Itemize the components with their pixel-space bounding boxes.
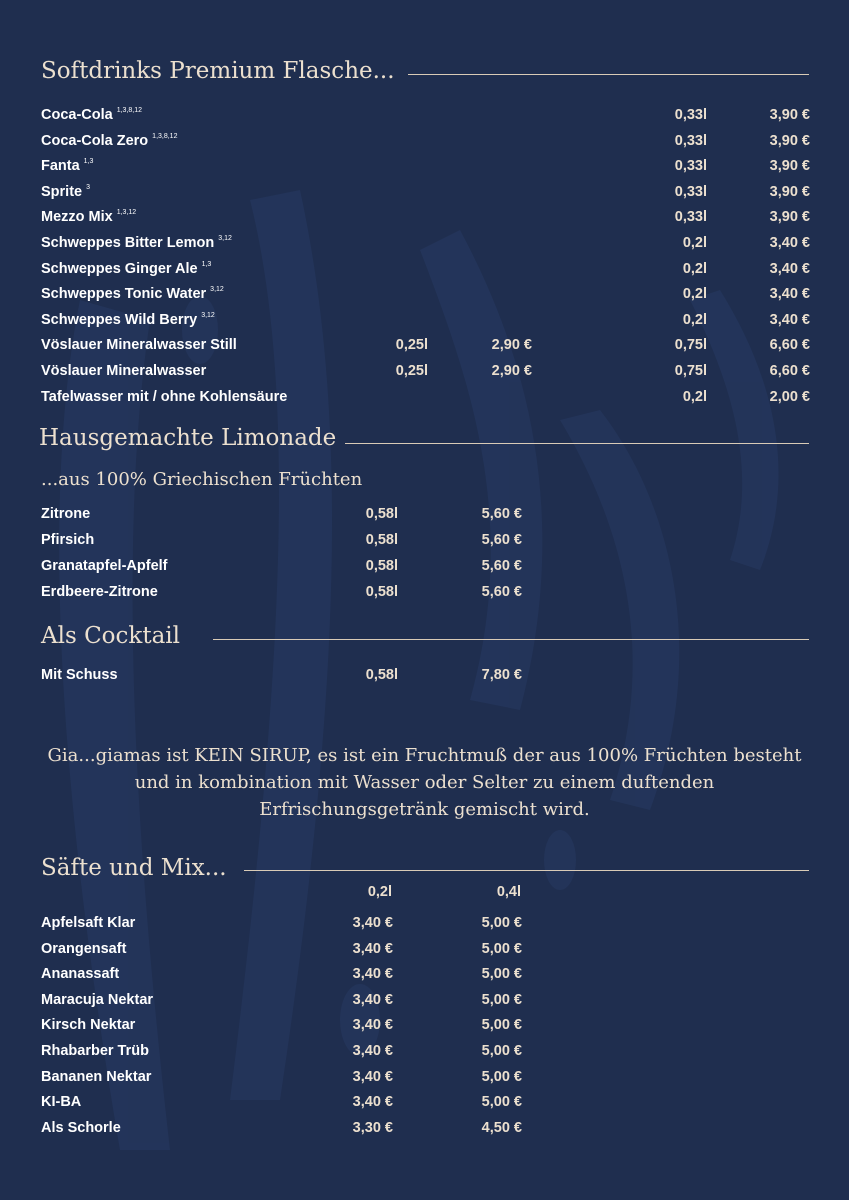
menu-item — [0, 261, 849, 286]
menu-item — [0, 184, 849, 209]
item-name-text: Zitrone — [41, 506, 91, 522]
menu-item — [0, 941, 849, 966]
volume: 0,58l — [365, 506, 398, 522]
price-small: 3,40 € — [352, 991, 393, 1008]
price-large: 3,40 € — [769, 235, 810, 251]
additive-footnote: 3,12 — [201, 311, 215, 319]
volume-large: 0,2l — [682, 260, 707, 277]
price-large: 2,00 € — [769, 388, 810, 405]
item-name — [41, 158, 93, 174]
item-name-text: Schweppes Tonic Water — [41, 286, 207, 303]
menu-item — [0, 133, 849, 158]
menu-item — [0, 1094, 849, 1119]
volume-small: 0,25l — [395, 337, 428, 354]
price-small: 3,40 € — [352, 1068, 393, 1085]
menu-item — [0, 667, 849, 692]
item-name — [41, 532, 94, 548]
menu-item — [0, 158, 849, 183]
price-large: 5,00 € — [481, 1043, 522, 1059]
item-name-text: Pfirsich — [41, 532, 95, 548]
volume-large: 0,33l — [674, 183, 707, 200]
price-large: 5,00 € — [481, 915, 522, 931]
volume-small: 0,25l — [395, 363, 428, 379]
item-name — [41, 261, 211, 277]
price-large: 3,90 € — [769, 158, 810, 175]
price-large: 3,40 € — [769, 286, 810, 303]
section-title-limonade: Hausgemachte Limonade — [39, 425, 337, 451]
price-small: 2,90 € — [491, 337, 532, 354]
section-title-saefte: Säfte und Mix... — [41, 855, 227, 881]
item-name-text: KI-BA — [41, 1094, 82, 1111]
menu-item — [0, 286, 849, 311]
section-divider — [345, 443, 809, 444]
menu-item — [0, 1069, 849, 1094]
price-small: 3,30 € — [352, 1119, 393, 1136]
item-name-text: Fanta — [41, 158, 80, 175]
price-small: 3,40 € — [352, 966, 393, 983]
item-name-text: Coca-Cola — [41, 107, 113, 123]
item-name-text: Schweppes Wild Berry — [41, 311, 198, 328]
menu-item — [0, 363, 849, 388]
menu-item — [0, 337, 849, 362]
item-name — [41, 667, 118, 683]
item-name — [41, 941, 126, 957]
sirup-note: Gia...giamas ist KEIN SIRUP, es ist ein Fruchtmuß der aus 100% Früchten besteht und in kombination mit Wasser oder Selter zu einem duftenden Erfrischungsgetränk gemischt wird. — [47, 745, 802, 820]
item-name — [41, 389, 287, 405]
additive-footnote: 3 — [86, 183, 90, 191]
item-name-text: Als Schorle — [41, 1119, 121, 1136]
item-name — [41, 915, 135, 931]
price: 7,80 € — [481, 667, 522, 683]
item-name-text: Mit Schuss — [41, 667, 118, 683]
menu-item — [0, 235, 849, 260]
price-small: 3,40 € — [352, 915, 393, 931]
item-name — [41, 1120, 121, 1136]
price-large: 5,00 € — [481, 1068, 522, 1085]
item-name-text: Granatapfel-Apfelf — [41, 558, 168, 574]
price-large: 3,40 € — [769, 260, 810, 277]
price-large: 4,50 € — [481, 1119, 522, 1136]
item-name — [41, 363, 206, 379]
item-name-text: Coca-Cola Zero — [41, 132, 149, 149]
item-name-text: Tafelwasser mit / ohne Kohlensäure — [41, 388, 288, 405]
volume-large: 0,33l — [674, 209, 707, 226]
price: 5,60 € — [481, 532, 522, 548]
item-name — [41, 1069, 151, 1085]
price-large: 3,90 € — [769, 107, 810, 123]
price: 5,60 € — [481, 584, 522, 600]
menu-item — [0, 389, 849, 414]
menu-item — [0, 506, 849, 531]
price-large: 3,90 € — [769, 132, 810, 149]
item-name — [41, 209, 136, 225]
price-large: 5,00 € — [481, 1017, 522, 1034]
volume-large: 0,33l — [674, 107, 707, 123]
price: 5,60 € — [481, 558, 522, 574]
item-name-text: Apfelsaft Klar — [41, 915, 136, 931]
volume-large: 0,2l — [682, 311, 707, 328]
item-name-text: Schweppes Bitter Lemon — [41, 235, 215, 251]
menu-item — [0, 584, 849, 609]
item-name-text: Maracuja Nektar — [41, 991, 154, 1008]
price-small: 3,40 € — [352, 1094, 393, 1111]
price-large: 5,00 € — [481, 966, 522, 983]
item-name — [41, 133, 177, 149]
volume: 0,58l — [365, 584, 398, 600]
volume-large: 0,2l — [682, 388, 707, 405]
section-subtitle-limonade: ...aus 100% Griechischen Früchten — [41, 469, 363, 490]
section-divider — [244, 870, 809, 871]
item-name-text: Vöslauer Mineralwasser Still — [41, 337, 237, 354]
section-divider — [213, 639, 809, 640]
column-header-large: 0,4l — [496, 884, 521, 900]
item-name-text: Schweppes Ginger Ale — [41, 260, 198, 277]
item-name-text: Ananassaft — [41, 966, 120, 983]
price-large: 5,00 € — [481, 1094, 522, 1111]
menu-item — [0, 209, 849, 234]
volume-large: 0,2l — [682, 235, 707, 251]
menu-item — [0, 558, 849, 583]
section-title-softdrinks: Softdrinks Premium Flasche... — [41, 58, 395, 84]
menu-item — [0, 1017, 849, 1042]
additive-footnote: 3,12 — [210, 286, 224, 294]
menu-item — [0, 915, 849, 940]
item-name-text: Orangensaft — [41, 940, 127, 957]
item-name — [41, 506, 90, 522]
additive-footnote: 1,3,8,12 — [116, 107, 143, 114]
item-name — [41, 1017, 135, 1033]
item-name-text: Vöslauer Mineralwasser — [41, 363, 207, 379]
volume-large: 0,75l — [674, 363, 707, 379]
item-name — [41, 966, 119, 982]
price-small: 2,90 € — [491, 363, 532, 379]
price-large: 5,00 € — [481, 991, 522, 1008]
volume: 0,58l — [365, 667, 398, 683]
item-name-text: Bananen Nektar — [41, 1068, 152, 1085]
item-name — [41, 184, 90, 200]
price-large: 6,60 € — [769, 363, 810, 379]
item-name — [41, 107, 142, 123]
price-large: 3,90 € — [769, 209, 810, 226]
menu-item — [0, 312, 849, 337]
column-header-small: 0,2l — [367, 884, 392, 900]
item-name — [41, 992, 153, 1008]
price: 5,60 € — [481, 506, 522, 522]
section-divider — [408, 74, 809, 75]
additive-footnote: 1,3 — [201, 260, 212, 268]
additive-footnote: 3,12 — [218, 235, 232, 242]
section-title-cocktail: Als Cocktail — [41, 623, 181, 649]
menu-item — [0, 966, 849, 991]
price-large: 3,40 € — [769, 311, 810, 328]
additive-footnote: 1,3,12 — [116, 209, 137, 217]
item-name — [41, 584, 158, 600]
menu-item — [0, 1043, 849, 1068]
item-name — [41, 1094, 81, 1110]
menu-item — [0, 992, 849, 1017]
item-name — [41, 337, 237, 353]
volume-large: 0,33l — [674, 158, 707, 175]
item-name — [41, 1043, 149, 1059]
price-small: 3,40 € — [352, 940, 393, 957]
price-large: 6,60 € — [769, 337, 810, 354]
item-name-text: Mezzo Mix — [41, 209, 113, 226]
item-name — [41, 286, 224, 302]
volume-large: 0,33l — [674, 132, 707, 149]
menu-item — [0, 532, 849, 557]
item-name-text: Rhabarber Trüb — [41, 1043, 149, 1059]
volume: 0,58l — [365, 532, 398, 548]
item-name — [41, 558, 168, 574]
price-large: 5,00 € — [481, 940, 522, 957]
menu-item — [0, 1120, 849, 1145]
item-name-text: Sprite — [41, 183, 83, 200]
item-name — [41, 235, 232, 251]
price-large: 3,90 € — [769, 183, 810, 200]
additive-footnote: 1,3 — [83, 158, 94, 166]
item-name-text: Kirsch Nektar — [41, 1017, 136, 1034]
volume: 0,58l — [365, 558, 398, 574]
price-small: 3,40 € — [352, 1043, 393, 1059]
additive-footnote: 1,3,8,12 — [152, 132, 178, 140]
volume-large: 0,75l — [674, 337, 707, 354]
item-name — [41, 312, 215, 328]
volume-large: 0,2l — [682, 286, 707, 303]
menu-item — [0, 107, 849, 132]
item-name-text: Erdbeere-Zitrone — [41, 584, 158, 600]
price-small: 3,40 € — [352, 1017, 393, 1034]
